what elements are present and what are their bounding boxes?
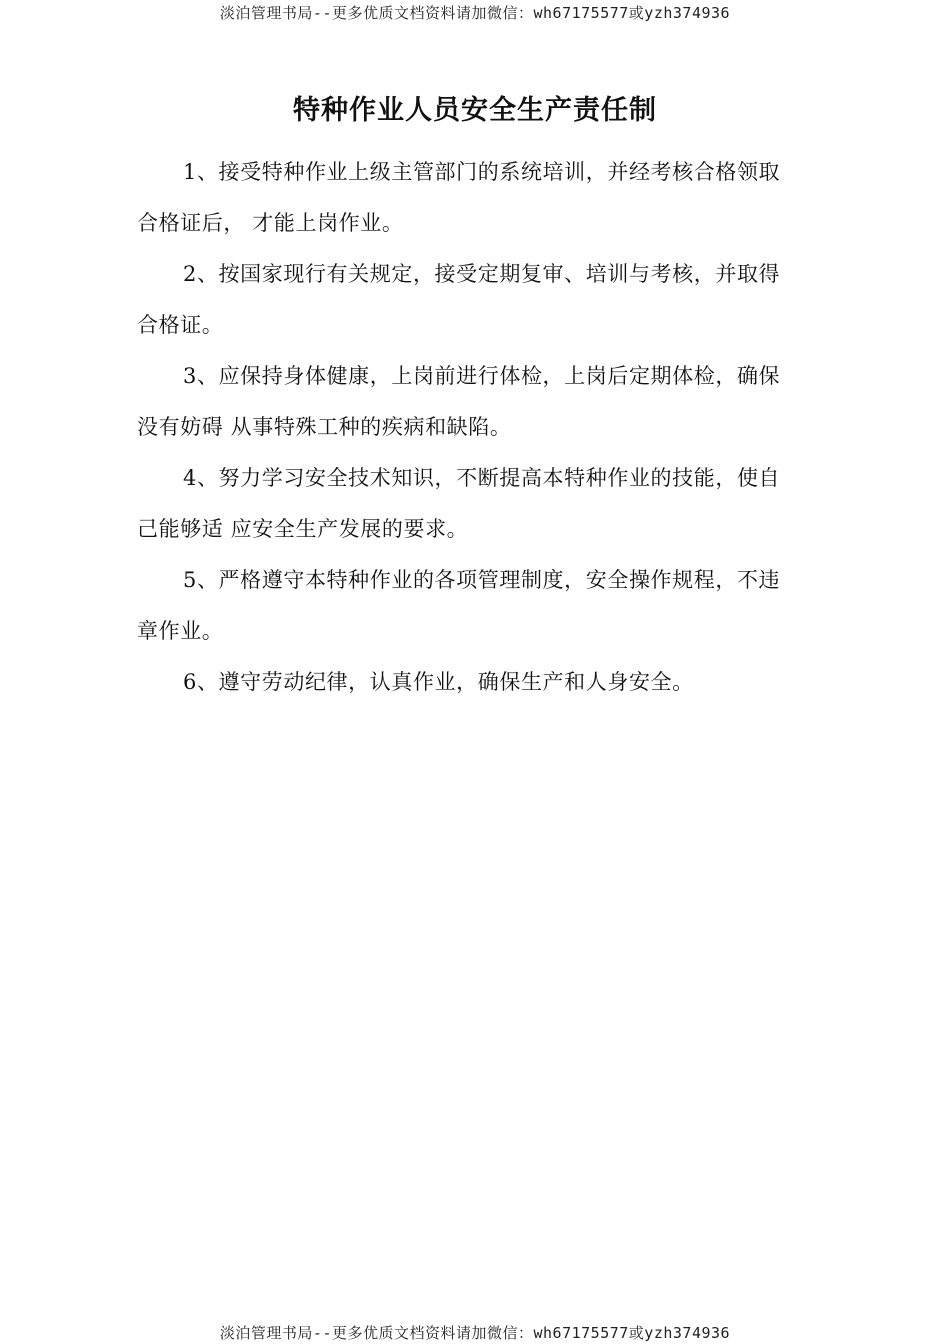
clause-5: 5、严格遵守本特种作业的各项管理制度，安全操作规程，不违章作业。 <box>137 568 781 643</box>
clause-4: 4、努力学习安全技术知识，不断提高本特种作业的技能，使自己能够适 应安全生产发展的要求。 <box>137 466 781 541</box>
clause-3: 3、应保持身体健康，上岗前进行体检，上岗后定期体检，确保没有妨碍 从事特殊工种的疾病和缺陷。 <box>137 364 781 439</box>
clause-6: 6、遵守劳动纪律，认真作业，确保生产和人身安全。 <box>183 670 694 694</box>
clause-1: 1、接受特种作业上级主管部门的系统培训，并经考核合格领取合格证后， 才能上岗作业。 <box>137 160 781 235</box>
document-body <box>137 147 781 708</box>
page-footer: 淡泊管理书局--更多优质文档资料请加微信：wh67175577或yzh374936 <box>219 1324 731 1342</box>
document-title: 特种作业人员安全生产责任制 <box>293 95 657 126</box>
page-header: 淡泊管理书局--更多优质文档资料请加微信：wh67175577或yzh374936 <box>219 4 731 22</box>
clause-2: 2、按国家现行有关规定，接受定期复审、培训与考核，并取得合格证。 <box>137 262 781 337</box>
